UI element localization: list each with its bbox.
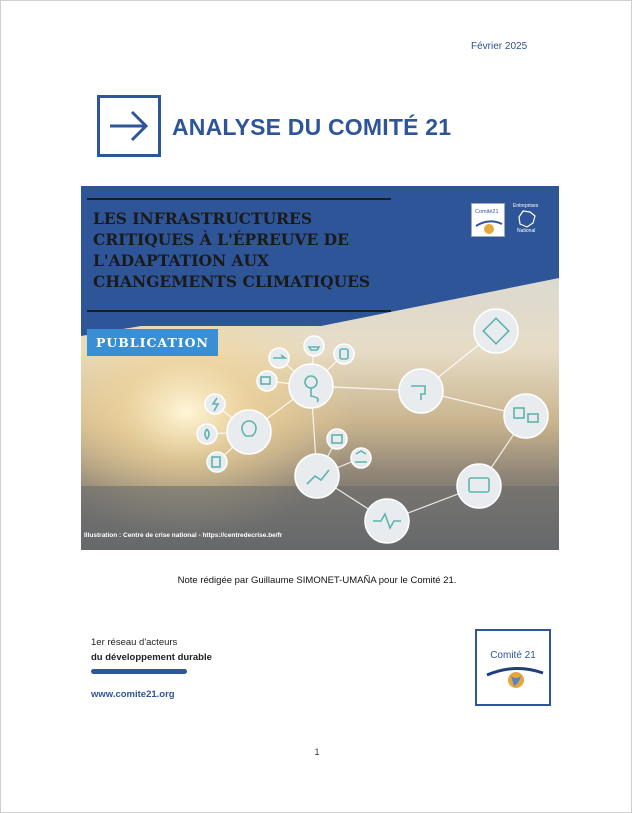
- comite21-logo: [475, 629, 551, 706]
- partner-label: Entreprises: [513, 203, 539, 209]
- lightbulb-icon: [227, 410, 271, 454]
- cover-title-line: L'ADAPTATION AUX: [93, 251, 270, 270]
- fuel-pump-icon: [207, 452, 227, 472]
- image-credit: Illustration : Centre de crise national - https://centredecrise.be/fr: [84, 532, 283, 539]
- gas-icon: [197, 424, 217, 444]
- page-title: ANALYSE DU COMITÉ 21: [172, 114, 452, 140]
- cover-title-line: CRITIQUES À L'ÉPREUVE DE: [93, 230, 349, 249]
- satellite-icon: [474, 309, 518, 353]
- cover-title-line: CHANGEMENTS CLIMATIQUES: [93, 272, 371, 291]
- location-route-icon: [289, 364, 333, 408]
- logo-text: Comité21: [475, 209, 499, 215]
- logo-text: Comité 21: [490, 650, 536, 661]
- ship-icon: [304, 336, 324, 356]
- website-link[interactable]: www.comite21.org: [91, 689, 175, 700]
- publication-badge: PUBLICATION: [87, 329, 218, 356]
- train-icon: [334, 344, 354, 364]
- arrow-right-icon: [97, 95, 161, 157]
- cover-title-panel: [87, 198, 391, 316]
- growth-chart-icon: [295, 454, 339, 498]
- cover-title: [93, 208, 393, 292]
- accent-bar: [91, 669, 187, 674]
- divider: [87, 198, 391, 200]
- network-devices-icon: [504, 394, 548, 438]
- tagline: 1er réseau d'acteurs: [91, 637, 178, 648]
- chat-icon: [457, 464, 501, 508]
- divider: [87, 310, 391, 312]
- cover-title-line: LES INFRASTRUCTURES: [93, 209, 313, 228]
- cover-image: [81, 186, 559, 550]
- comite21-logo: [471, 203, 505, 237]
- tagline: du développement durable: [91, 652, 212, 663]
- author-note: Note rédigée par Guillaume SIMONET-UMAÑA pour le Comité 21.: [177, 575, 457, 586]
- water-tap-icon: [399, 369, 443, 413]
- partner-label: National: [517, 228, 536, 234]
- publication-date: Février 2025: [471, 41, 528, 52]
- finance-icon: [327, 429, 347, 449]
- truck-icon: [257, 371, 277, 391]
- page-number: 1: [314, 747, 320, 757]
- france-map-icon: [517, 210, 537, 228]
